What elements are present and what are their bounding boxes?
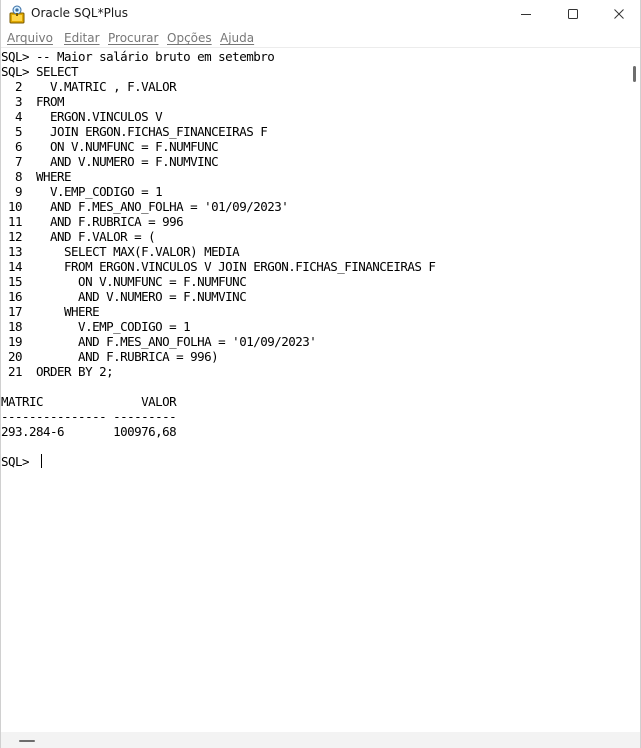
menu-procurar[interactable]: Procurar (108, 31, 159, 45)
vertical-scrollbar[interactable] (630, 48, 640, 732)
console-line: 19 AND F.MES_ANO_FOLHA = '01/09/2023' (1, 334, 317, 349)
menu-editar[interactable]: Editar (64, 31, 100, 45)
console-line: 10 AND F.MES_ANO_FOLHA = '01/09/2023' (1, 199, 289, 214)
minimize-button[interactable] (503, 0, 549, 28)
console-line: 4 ERGON.VINCULOS V (1, 109, 163, 124)
close-icon (613, 8, 625, 20)
window-title: Oracle SQL*Plus (31, 6, 129, 20)
oracle-sqlplus-icon (8, 4, 26, 24)
console-line: 18 V.EMP_CODIGO = 1 (1, 319, 191, 334)
maximize-button[interactable] (550, 0, 596, 28)
console-line: 3 FROM (1, 94, 65, 109)
menu-ajuda[interactable]: Ajuda (220, 31, 255, 45)
close-button[interactable] (596, 0, 641, 28)
console-line: 17 WHERE (1, 304, 100, 319)
console-line: 7 AND V.NUMERO = F.NUMVINC (1, 154, 219, 169)
minimize-icon (520, 8, 532, 20)
console-line: 13 SELECT MAX(F.VALOR) MEDIA (1, 244, 240, 259)
menu-arquivo[interactable]: Arquivo (7, 31, 53, 45)
console-line: 6 ON V.NUMFUNC = F.NUMFUNC (1, 139, 219, 154)
result-separator: --------------- --------- (1, 409, 177, 424)
console-line: 9 V.EMP_CODIGO = 1 (1, 184, 163, 199)
vertical-scroll-thumb[interactable] (633, 66, 636, 82)
result-row: 293.284-6 100976,68 (1, 424, 177, 439)
console-line: 20 AND F.RUBRICA = 996) (1, 349, 219, 364)
console-line: 15 ON V.NUMFUNC = F.NUMFUNC (1, 274, 247, 289)
console-line: SQL> -- Maior salário bruto em setembro (1, 49, 275, 64)
title-bar[interactable] (1, 0, 640, 28)
menu-opcoes[interactable]: Opções (167, 31, 212, 45)
console-line: 2 V.MATRIC , F.VALOR (1, 79, 177, 94)
console-line: 8 WHERE (1, 169, 72, 184)
console-line: 14 FROM ERGON.VINCULOS V JOIN ERGON.FICHAS_FINANCEIRAS F (1, 259, 436, 274)
sql-prompt: SQL> (1, 454, 37, 469)
console-line: 21 ORDER BY 2; (1, 364, 114, 379)
console-line: SQL> SELECT (1, 64, 79, 79)
result-header: MATRIC VALOR (1, 394, 177, 409)
console-output[interactable] (1, 48, 629, 732)
console-line: 12 AND F.VALOR = ( (1, 229, 156, 244)
console-line: 5 JOIN ERGON.FICHAS_FINANCEIRAS F (1, 124, 268, 139)
horizontal-scroll-thumb[interactable] (19, 740, 35, 742)
maximize-icon (567, 8, 579, 20)
menu-bar (1, 29, 640, 48)
horizontal-scrollbar[interactable] (1, 732, 640, 748)
console-line: 16 AND V.NUMERO = F.NUMVINC (1, 289, 247, 304)
console-line: 11 AND F.RUBRICA = 996 (1, 214, 184, 229)
text-cursor (41, 454, 42, 468)
